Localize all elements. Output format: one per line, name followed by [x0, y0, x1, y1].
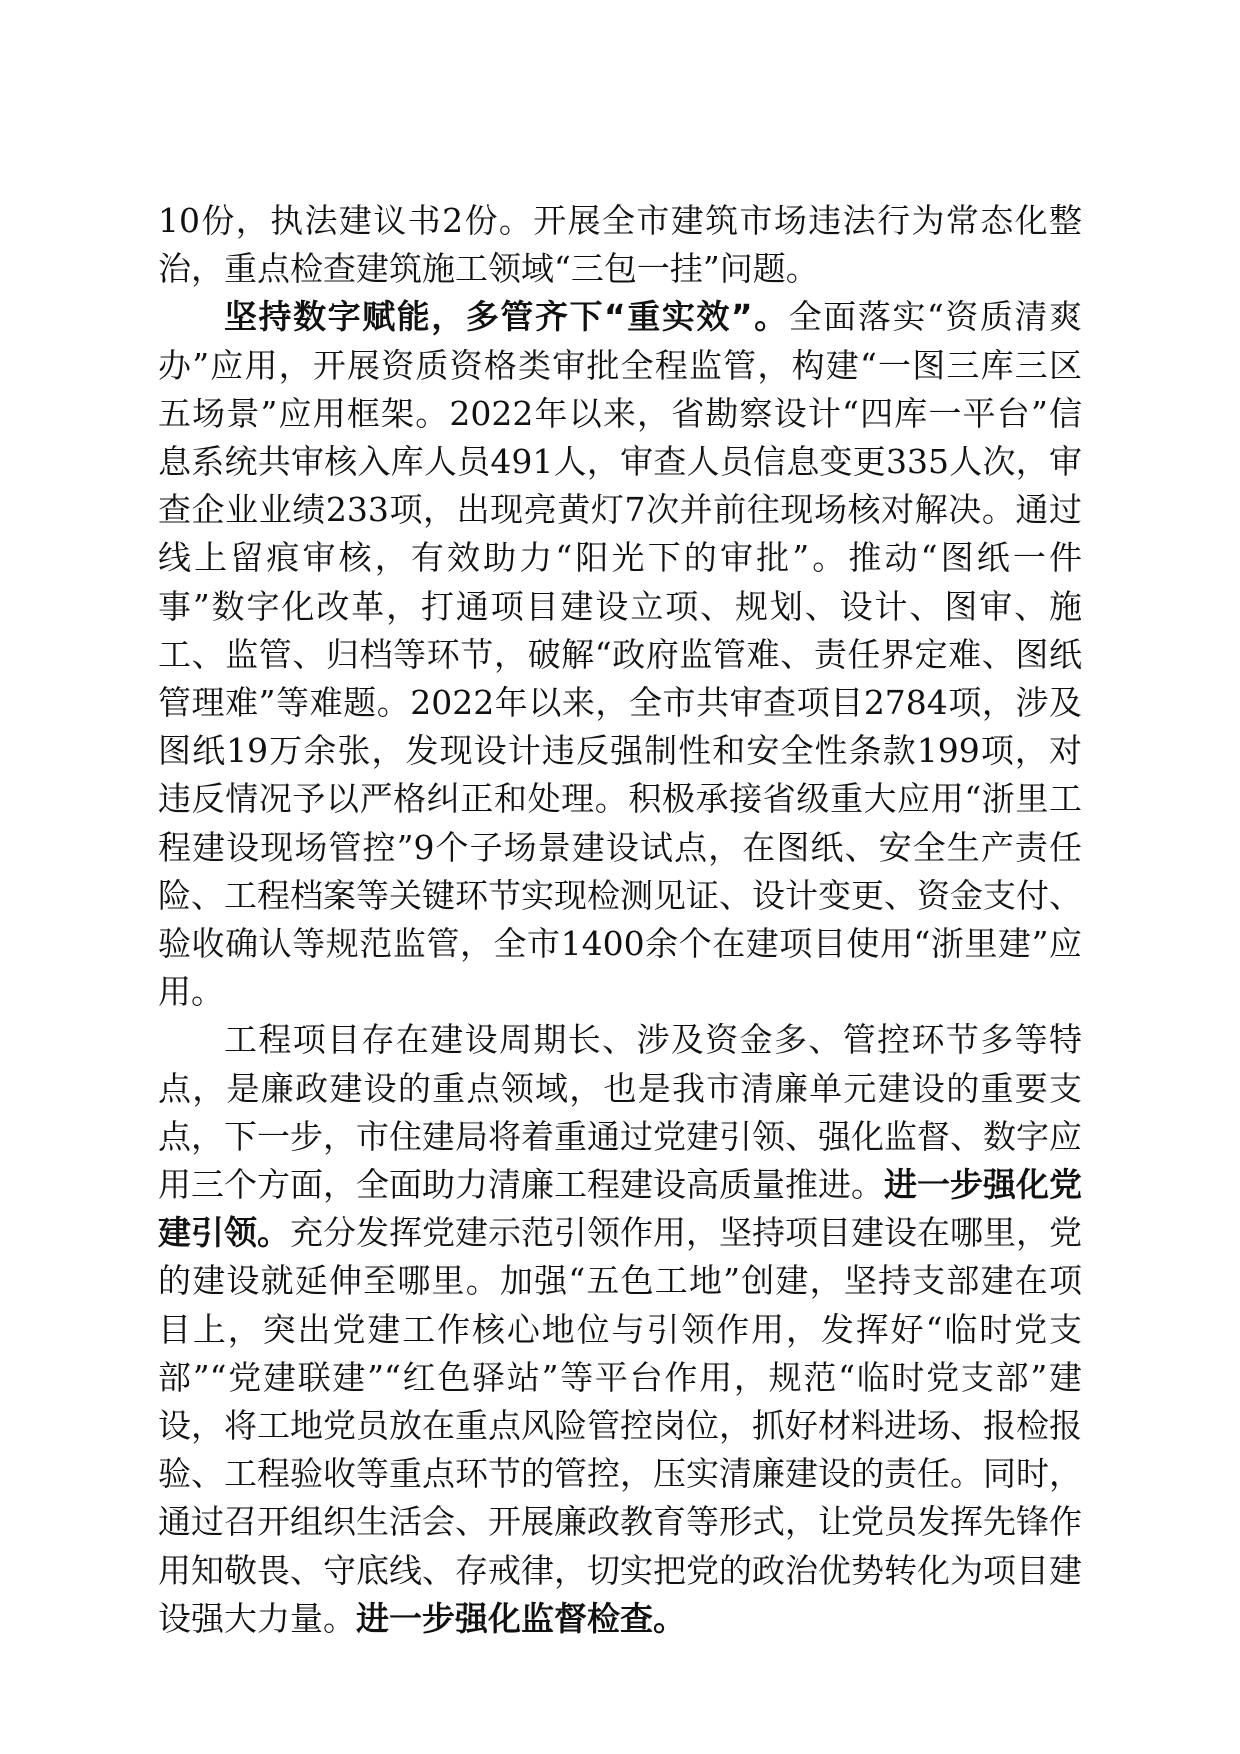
bold-heading-supervision: 进一步强化监督检查。 [356, 1598, 686, 1638]
body-text: 工程项目存在建设周期长、涉及资金多、管控环节多等特点，是廉政建设的重点领域，也是我市清廉单元建设的重要支点，下一步，市住建局将着重通过党建引领、强化监督、数字应用三个方面，全面助力清廉工程建设高质量推进。 [158, 1020, 1082, 1205]
body-text: 全面落实“资质清爽办”应用，开展资质资格类审批全程监管，构建“一图三库三区五场景”应用框架。2022年以来，省勘察设计“四库一平台”信息系统共审核入库人员491人，审查人员信息变更335人次，审查企业业绩233项，出现亮黄灯7次并前往现场核对解决。通过线上留痕审核，有效助力“阳光下的审批”。推动“图纸一件事”数字化改革，打通项目建设立项、规划、设计、图审、施工、监管、归档等环节，破解“政府监管难、责任界定难、图纸管理难”等难题。2022年以来，全市共审查项目2784项，涉及图纸19万余张，发现设计违反强制性和安全性条款199项，对违反情况予以严格纠正和处理。积极承接省级重大应用“浙里工程建设现场管控”9个子场景建设试点，在图纸、安全生产责任险、工程档案等关键环节实现检测见证、设计变更、资金支付、验收确认等规范监管，全市1400余个在建项目使用“浙里建”应用。 [158, 297, 1082, 1012]
paragraph-2 [158, 293, 1082, 1016]
bold-heading-party-building: 进一步强化党建引领。 [158, 1165, 1082, 1253]
paragraph-1 [158, 197, 1082, 293]
body-text: 充分发挥党建示范引领作用，坚持项目建设在哪里，党的建设就延伸至哪里。加强“五色工地”创建，坚持支部建在项目上，突出党建工作核心地位与引领作用，发挥好“临时党支部”“党建联建”“红色驿站”等平台作用，规范“临时党支部”建设，将工地党员放在重点风险管控岗位，抓好材料进场、报检报验、工程验收等重点环节的管控，压实清廉建设的责任。同时，通过召开组织生活会、开展廉政教育等形式，让党员发挥先锋作用知敬畏、守底线、存戒律，切实把党的政治优势转化为项目建设强大力量。 [158, 1213, 1082, 1638]
bold-heading-digital-empowerment: 坚持数字赋能，多管齐下“重实效”。 [224, 297, 789, 337]
paragraph-3 [158, 1016, 1082, 1643]
body-text: 10份，执法建议书2份。开展全市建筑市场违法行为常态化整治，重点检查建筑施工领域“三包一挂”问题。 [158, 201, 1082, 289]
document-page [158, 197, 1082, 1643]
